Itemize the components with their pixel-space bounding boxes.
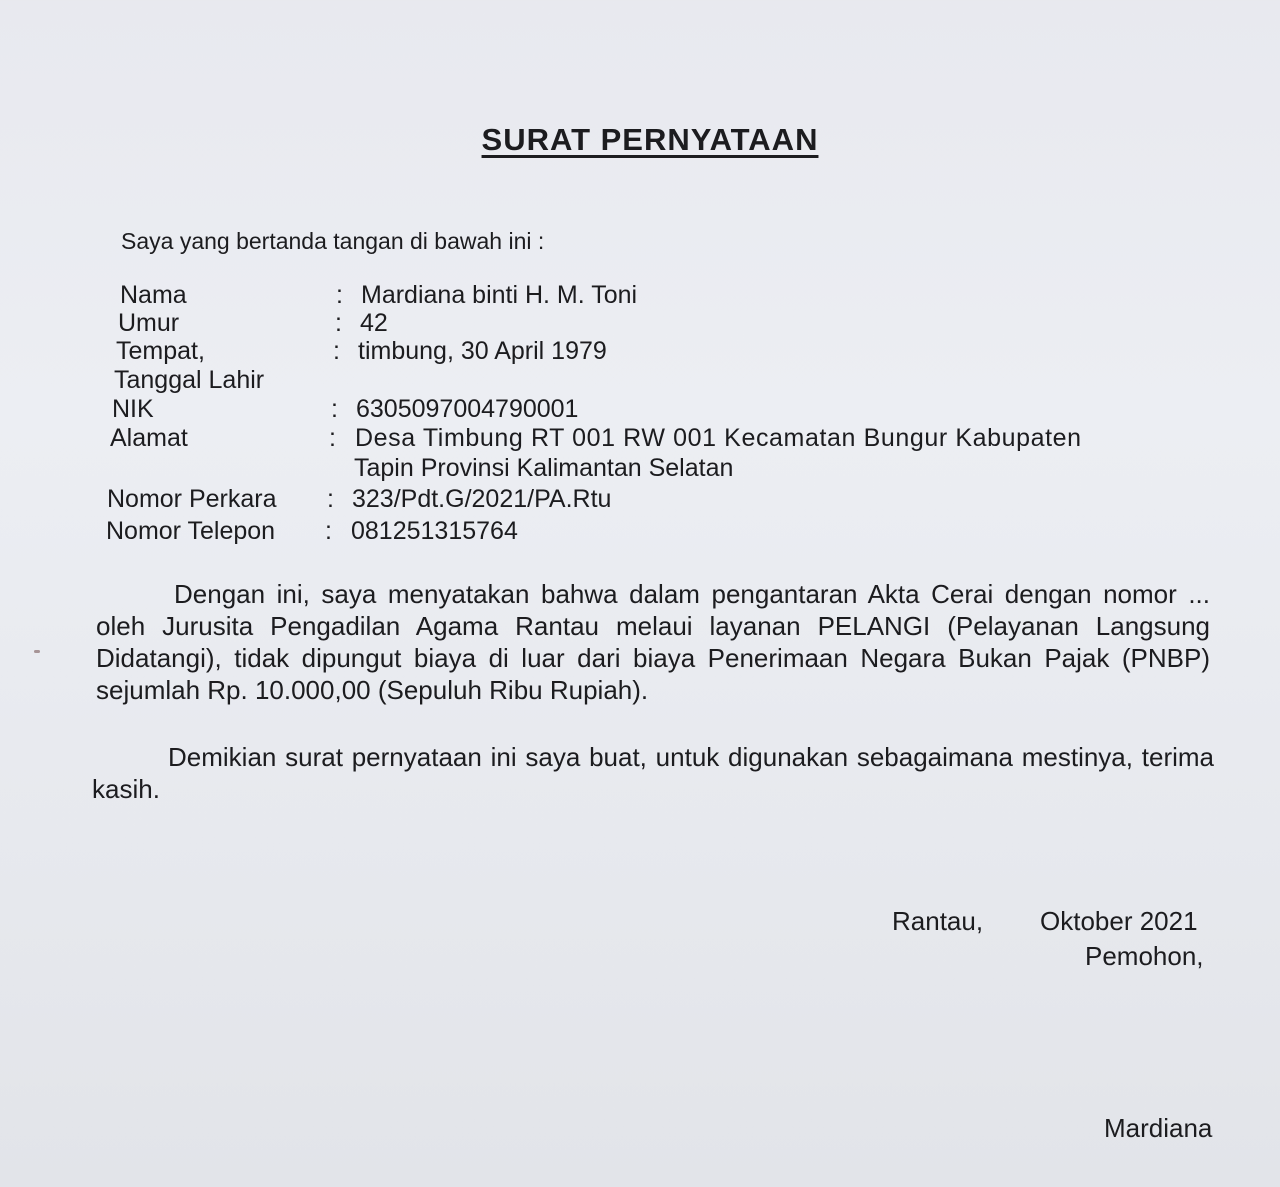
field-value-nik: 6305097004790001	[356, 395, 579, 423]
signature-date: Oktober 2021	[1040, 906, 1198, 936]
field-colon: :	[333, 337, 340, 365]
field-value-nomor-telepon: 081251315764	[351, 517, 518, 545]
field-value-alamat-line2: Tapin Provinsi Kalimantan Selatan	[354, 454, 734, 482]
field-label-tanggal-lahir: Tanggal Lahir	[114, 366, 265, 394]
field-colon: :	[335, 309, 342, 337]
document-title: SURAT PERNYATAAN	[481, 122, 819, 157]
intro-text: Saya yang bertanda tangan di bawah ini :	[121, 228, 545, 254]
field-label-tempat: Tempat,	[116, 337, 205, 365]
field-label-nik: NIK	[112, 395, 154, 423]
field-value-nomor-perkara: 323/Pdt.G/2021/PA.Rtu	[352, 485, 612, 513]
field-colon: :	[325, 517, 332, 545]
field-colon: :	[336, 281, 343, 309]
field-value-nama: Mardiana binti H. M. Toni	[361, 281, 638, 309]
signature-place: Rantau,	[892, 906, 984, 936]
field-value-alamat: Desa Timbung RT 001 RW 001 Kecamatan Bungur Kabupaten	[355, 424, 1082, 452]
field-colon: :	[331, 395, 338, 423]
field-label-nomor-telepon: Nomor Telepon	[106, 517, 276, 545]
field-colon: :	[327, 485, 334, 513]
stray-ink-mark	[34, 650, 40, 653]
field-label-nomor-perkara: Nomor Perkara	[107, 485, 277, 513]
field-label-nama: Nama	[120, 281, 187, 309]
field-value-umur: 42	[360, 309, 388, 337]
statement-paragraph: Dengan ini, saya menyatakan bahwa dalam pengantaran Akta Cerai dengan nomor ... oleh Jurusita Pengadilan Agama Rantau melaui layanan PELANGI (Pelayanan Langsung Didatangi), tidak dipungut biaya di luar dari biaya Penerimaan Negara Bukan Pajak (PNBP) sejumlah Rp. 10.000,00 (Sepuluh Ribu Rupiah).	[96, 579, 1210, 705]
signer-name: Mardiana	[1104, 1113, 1213, 1143]
field-value-tempat-lahir: timbung, 30 April 1979	[358, 337, 607, 365]
field-colon: :	[329, 424, 336, 452]
closing-paragraph: Demikian surat pernyataan ini saya buat, untuk digunakan sebagaimana mestinya, terima kasih.	[92, 742, 1214, 804]
field-label-alamat: Alamat	[110, 424, 188, 452]
signature-role: Pemohon,	[1085, 941, 1204, 971]
field-label-umur: Umur	[118, 309, 180, 337]
